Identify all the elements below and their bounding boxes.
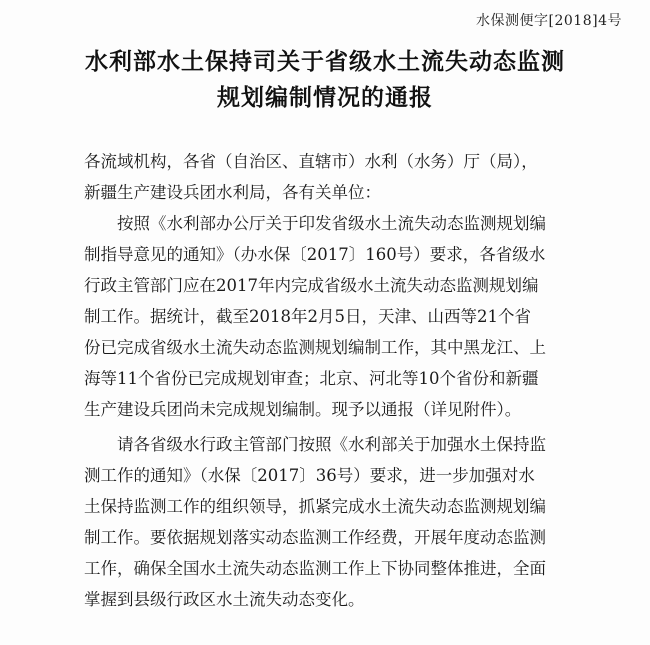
- document-number: 水保测便字[2018]4号: [476, 13, 622, 29]
- paragraph-line: 制工作。要依据规划落实动态监测工作经费，开展年度动态监测: [84, 528, 546, 547]
- paragraph-line: 掌握到县级行政区水土流失动态变化。: [84, 590, 365, 609]
- salutation-line: 新疆生产建设兵团水利局，各有关单位：: [84, 183, 381, 202]
- title-line: 水利部水土保持司关于省级水土流失动态监测: [85, 49, 565, 75]
- paragraph-line: 制指导意见的通知》（办水保〔2017〕160号）要求，各省级水: [84, 245, 546, 264]
- paragraph-line: 请各省级水行政主管部门按照《水利部关于加强水土保持监: [117, 435, 546, 454]
- paragraph-line: 土保持监测工作的组织领导，抓紧完成水土流失动态监测规划编: [84, 497, 546, 516]
- paragraph-line: 按照《水利部办公厅关于印发省级水土流失动态监测规划编: [117, 214, 546, 233]
- salutation-line: 各流域机构，各省（自治区、直辖市）水利（水务）厅（局），: [84, 152, 538, 171]
- paragraph-line: 工作，确保全国水土流失动态监测工作上下协同整体推进，全面: [84, 559, 546, 578]
- document-body: [84, 146, 594, 615]
- paragraph-line: 生产建设兵团尚未完成规划编制。现予以通报（详见附件）。: [84, 400, 522, 419]
- paragraph-line: 制工作。据统计，截至2018年2月5日，天津、山西等21个省: [84, 307, 531, 326]
- title-line: 规划编制情况的通报: [217, 85, 433, 111]
- paragraph-line: 海等11个省份已完成规划审查；北京、河北等10个省份和新疆: [84, 369, 539, 388]
- paragraph-2: [84, 429, 594, 615]
- paragraph-line: 测工作的通知》（水保〔2017〕36号）要求，进一步加强对水: [84, 466, 535, 485]
- paragraph-line: 行政主管部门应在2017年内完成省级水土流失动态监测规划编: [84, 276, 539, 295]
- paragraph-1: [84, 208, 594, 425]
- salutation: [84, 146, 594, 208]
- paragraph-line: 份已完成省级水土流失动态监测规划编制工作，其中黑龙江、上: [84, 338, 546, 357]
- document-title: [40, 44, 610, 116]
